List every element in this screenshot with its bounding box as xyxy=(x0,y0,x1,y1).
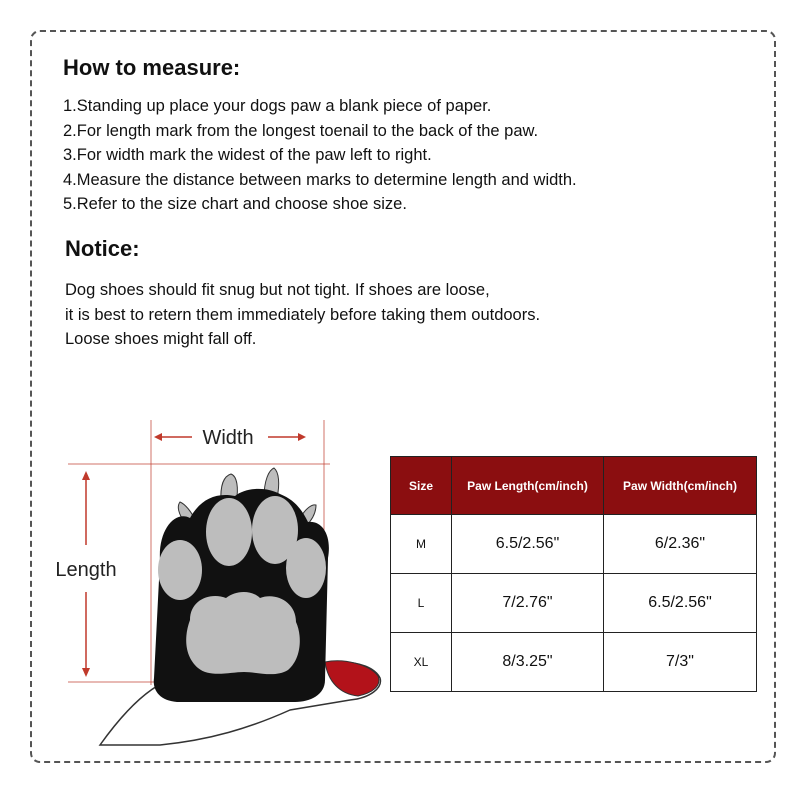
measure-step: 1.Standing up place your dogs paw a blank piece of paper. xyxy=(63,97,492,115)
notice-line: it is best to retern them immediately before taking them outdoors. xyxy=(65,305,541,324)
size-cell: M xyxy=(391,515,452,574)
header-size: Size xyxy=(391,457,452,515)
table-header-row xyxy=(391,457,757,515)
paw-width-cell: 6/2.36" xyxy=(604,515,757,574)
how-to-measure-title: How to measure: xyxy=(63,55,241,80)
measure-step: 3.For width mark the widest of the paw left to right. xyxy=(63,146,432,164)
paw-width-cell: 6.5/2.56" xyxy=(604,574,757,633)
notice-title: Notice: xyxy=(65,236,140,261)
length-label: Length xyxy=(55,559,117,581)
notice-line: Dog shoes should fit snug but not tight. If shoes are loose, xyxy=(65,281,490,299)
header-paw-width: Paw Width(cm/inch) xyxy=(604,457,757,515)
paw-measure-diagram xyxy=(40,410,390,755)
paw-length-cell: 6.5/2.56" xyxy=(452,515,604,574)
notice-line: Loose shoes might fall off. xyxy=(65,330,257,348)
paw-length-cell: 7/2.76" xyxy=(452,574,604,633)
measure-step: 4.Measure the distance between marks to determine length and width. xyxy=(63,170,577,189)
size-cell: L xyxy=(391,574,452,633)
width-label: Width xyxy=(202,427,254,449)
table-row xyxy=(391,633,757,692)
size-chart-table xyxy=(390,456,757,692)
notice-text xyxy=(65,278,540,352)
measure-step: 5.Refer to the size chart and choose shoe size. xyxy=(63,195,407,213)
paw-length-cell: 8/3.25" xyxy=(452,633,604,692)
paw-width-cell: 7/3" xyxy=(604,633,757,692)
header-paw-length: Paw Length(cm/inch) xyxy=(452,457,604,515)
table-row xyxy=(391,515,757,574)
measure-steps-list xyxy=(63,94,577,217)
table-row xyxy=(391,574,757,633)
size-cell: XL xyxy=(391,633,452,692)
measure-step: 2.For length mark from the longest toenail to the back of the paw. xyxy=(63,121,539,140)
paw-illustration xyxy=(154,468,329,702)
